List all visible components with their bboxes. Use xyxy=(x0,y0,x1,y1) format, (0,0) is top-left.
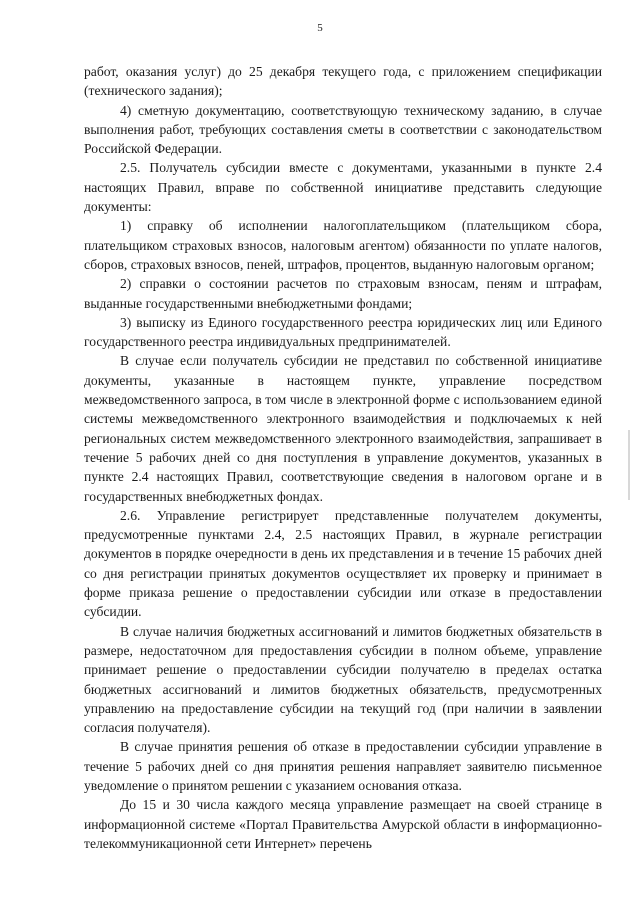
paragraph: До 15 и 30 числа каждого месяца управление размещает на своей странице в информационной системе «Портал Правительства Амурской области в информационно-телекоммуникационной сети Интернет» перечень xyxy=(84,797,602,851)
paragraph: 2.6. Управление регистрирует представленные получателем документы, предусмотренные пунктами 2.4, 2.5 настоящих Правил, в журнале регистрации документов в порядке очередности в день их представления и в течение 15 рабочих дней со дня регистрации принятых документов осуществляет их проверку и принимает в форме приказа решение о предоставлении субсидии или отказе в предоставлении субсидии. xyxy=(84,507,602,620)
paragraph: 1) справку об исполнении налогоплательщиком (плательщиком сбора, плательщиком страховых взносов, налоговым агентом) обязанности по уплате налогов, сборов, страховых взносов, пеней, штрафов, процентов, выданную налоговым органом; xyxy=(84,218,602,272)
paragraph: В случае принятия решения об отказе в предоставлении субсидии управление в течение 5 рабочих дней со дня принятия решения направляет заявителю письменное уведомление о принятом решении с указанием основания отказа. xyxy=(84,739,602,793)
paragraph: В случае если получатель субсидии не представил по собственной инициативе документы, указанные в настоящем пункте, управление посредством межведомственного запроса, в том числе в электронной форме с использованием единой системы межведомственного электронного взаимодействия и подключаемых к ней региональных систем межведомственного электронного взаимодействия, запрашивает в течение 5 рабочих дней со дня поступления в управление документов, указанных в пункте 2.4 настоящих Правил, соответствующие сведения в налоговом органе и в государственных внебюджетных фондах. xyxy=(84,353,602,504)
paragraph: 4) сметную документацию, соответствующую техническому заданию, в случае выполнения работ, требующих составления сметы в соответствии с законодательством Российской Федерации. xyxy=(84,102,602,157)
page-number: 5 xyxy=(317,22,323,34)
paragraph: 2) справки о состоянии расчетов по страховым взносам, пеням и штрафам, выданные государственными внебюджетными фондами; xyxy=(84,276,602,311)
document-body xyxy=(84,62,602,853)
paragraph: работ, оказания услуг) до 25 декабря текущего года, с приложением спецификации (технического задания); xyxy=(84,64,602,99)
scan-artifact xyxy=(628,430,630,500)
paragraph: 2.5. Получатель субсидии вместе с документами, указанными в пункте 2.4 настоящих Правил, вправе по собственной инициативе представить следующие документы: xyxy=(84,160,602,215)
paragraph: 3) выписку из Единого государственного реестра юридических лиц или Единого государственного реестра индивидуальных предпринимателей. xyxy=(84,314,602,350)
paragraph: В случае наличия бюджетных ассигнований и лимитов бюджетных обязательств в размере, недостаточном для предоставления субсидии в полном объеме, управление принимает решение о предоставлении субсидии получателю в пределах остатка бюджетных ассигнований и лимитов бюджетных обязательств, предусмотренных управлению на предоставление субсидии на текущий год (при наличии в заявлении согласия получателя). xyxy=(84,623,602,736)
